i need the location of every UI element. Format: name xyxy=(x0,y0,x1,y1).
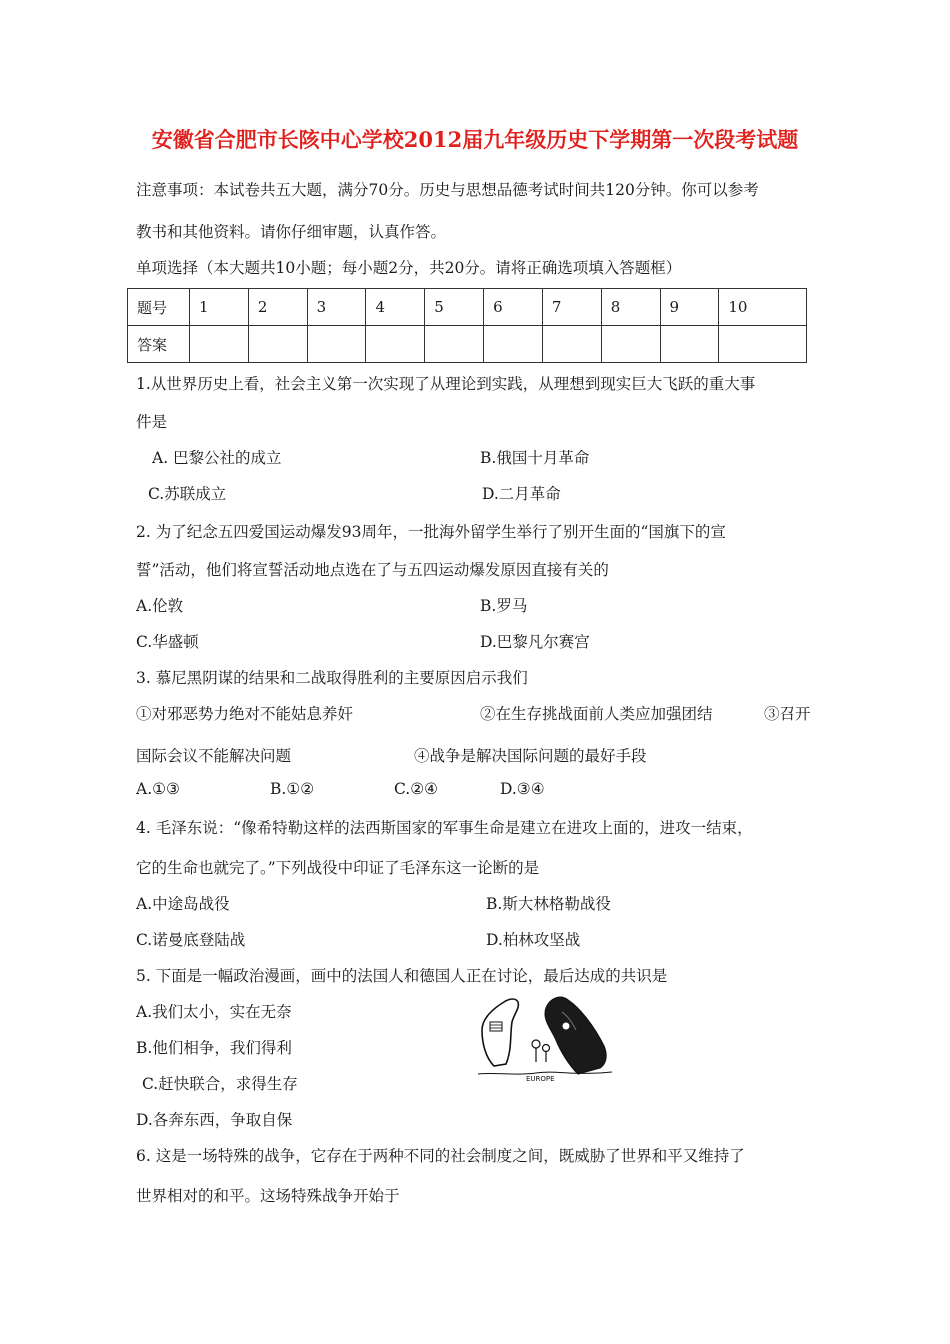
q5-option-b: B.他们相争，我们得利 xyxy=(136,1039,292,1057)
q3-option-a: A.①③ xyxy=(136,780,180,798)
answer-table xyxy=(127,288,807,363)
question-number-cell: 8 xyxy=(601,289,660,326)
table-row-answers xyxy=(128,326,807,363)
q4-option-a: A.中途岛战役 xyxy=(136,895,230,913)
question-number-cell: 10 xyxy=(719,289,807,326)
q1-option-a: A. 巴黎公社的成立 xyxy=(152,449,282,467)
answer-cell[interactable] xyxy=(719,326,807,363)
q4-option-d: D.柏林攻坚战 xyxy=(486,931,581,949)
q1-option-d: D.二月革命 xyxy=(482,485,561,503)
q2-option-c: C.华盛顿 xyxy=(136,633,199,651)
q3-option-b: B.①② xyxy=(270,780,315,798)
q4-stem-line-1: 4. 毛泽东说：“像希特勒这样的法西斯国家的军事生命是建立在进攻上面的，进攻一结束， xyxy=(136,819,753,837)
q3-statement-3: ③召开 xyxy=(764,705,811,723)
q1-stem-line-1: 1.从世界历史上看，社会主义第一次实现了从理论到实践，从理想到现实巨大飞跃的重大事 xyxy=(136,375,756,393)
q1-stem-line-2: 件是 xyxy=(136,413,168,431)
question-number-cell: 3 xyxy=(307,289,366,326)
q6-stem-line-1: 6. 这是一场特殊的战争，它存在于两种不同的社会制度之间，既威胁了世界和平又维持了 xyxy=(136,1147,745,1165)
q3-option-d: D.③④ xyxy=(500,780,545,798)
question-number-cell: 1 xyxy=(190,289,249,326)
question-number-cell: 9 xyxy=(660,289,719,326)
q2-stem-line-1: 2. 为了纪念五四爱国运动爆发93周年，一批海外留学生举行了别开生面的“国旗下的宣 xyxy=(136,523,726,541)
question-number-cell: 2 xyxy=(248,289,307,326)
notes-line-2: 教书和其他资料。请你仔细审题，认真作答。 xyxy=(136,223,447,241)
table-row-label: 答案 xyxy=(128,326,190,363)
q3-statement-2: ②在生存挑战面前人类应加强团结 xyxy=(480,705,713,723)
q5-stem: 5. 下面是一幅政治漫画，画中的法国人和德国人正在讨论，最后达成的共识是 xyxy=(136,967,668,985)
q2-option-a: A.伦敦 xyxy=(136,597,184,615)
table-row-label: 题号 xyxy=(128,289,190,326)
q3-statement-3-cont: 国际会议不能解决问题 xyxy=(136,747,292,765)
question-number-cell: 6 xyxy=(484,289,543,326)
answer-cell[interactable] xyxy=(307,326,366,363)
q3-stem: 3. 慕尼黑阴谋的结果和二战取得胜利的主要原因启示我们 xyxy=(136,669,528,687)
answer-cell[interactable] xyxy=(484,326,543,363)
q2-option-b: B.罗马 xyxy=(480,597,528,615)
cartoon-label: EUROPE xyxy=(526,1075,555,1083)
q2-stem-line-2: 誓”活动，他们将宣誓活动地点选在了与五四运动爆发原因直接有关的 xyxy=(136,561,609,579)
q5-option-a: A.我们太小，实在无奈 xyxy=(136,1003,292,1021)
q3-statement-1: ①对邪恶势力绝对不能姑息养奸 xyxy=(136,705,354,723)
q1-option-b: B.俄国十月革命 xyxy=(480,449,590,467)
question-number-cell: 4 xyxy=(366,289,425,326)
q3-option-c: C.②④ xyxy=(394,780,439,798)
question-number-cell: 5 xyxy=(425,289,484,326)
cartoon-drawing xyxy=(476,992,616,1084)
question-number-cell: 7 xyxy=(542,289,601,326)
answer-cell[interactable] xyxy=(542,326,601,363)
q3-statement-4: ④战争是解决国际问题的最好手段 xyxy=(414,747,647,765)
answer-cell[interactable] xyxy=(425,326,484,363)
notes-line-1: 注意事项：本试卷共五大题，满分70分。历史与思想品德考试时间共120分钟。你可以参考 xyxy=(136,181,759,199)
answer-cell[interactable] xyxy=(660,326,719,363)
answer-cell[interactable] xyxy=(366,326,425,363)
answer-cell[interactable] xyxy=(248,326,307,363)
table-row-numbers xyxy=(128,289,807,326)
q5-option-c: C.赶快联合，求得生存 xyxy=(142,1075,298,1093)
q4-option-b: B.斯大林格勒战役 xyxy=(486,895,611,913)
page-title: 安徽省合肥市长陔中心学校2012届九年级历史下学期第一次段考试题 xyxy=(151,127,799,152)
q6-stem-line-2: 世界相对的和平。这场特殊战争开始于 xyxy=(136,1187,400,1205)
answer-cell[interactable] xyxy=(190,326,249,363)
q2-option-d: D.巴黎凡尔赛宫 xyxy=(480,633,590,651)
section-header: 单项选择（本大题共10小题；每小题2分，共20分。请将正确选项填入答题框） xyxy=(136,259,682,277)
q5-option-d: D.各奔东西，争取自保 xyxy=(136,1111,293,1129)
q4-option-c: C.诺曼底登陆战 xyxy=(136,931,246,949)
political-cartoon-image xyxy=(476,992,616,1084)
q1-option-c: C.苏联成立 xyxy=(148,485,227,503)
q4-stem-line-2: 它的生命也就完了。”下列战役中印证了毛泽东这一论断的是 xyxy=(136,859,540,877)
answer-cell[interactable] xyxy=(601,326,660,363)
